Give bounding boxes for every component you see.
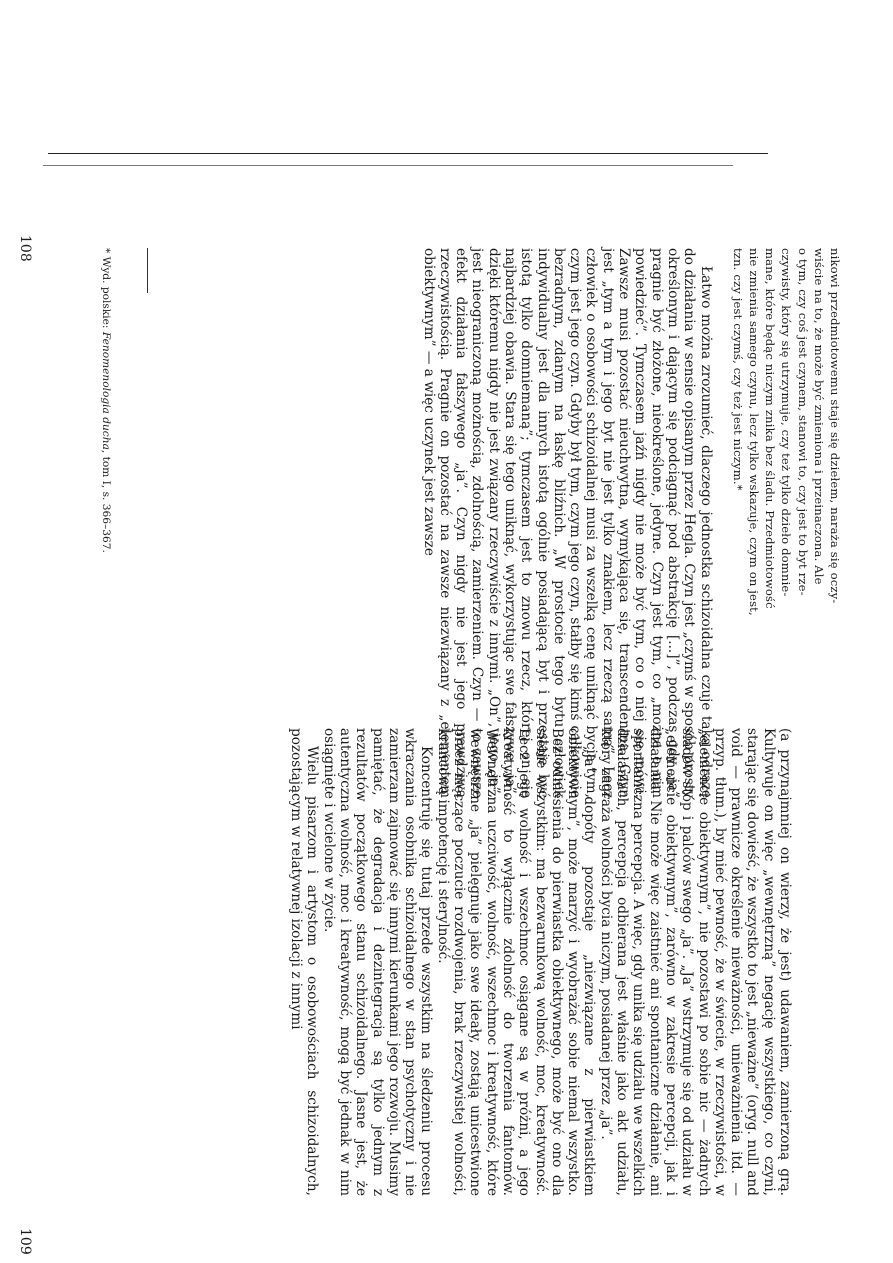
gutter-shadow [43,165,733,166]
quote-line: o tym, czy coś jest czynem, stanowi to, czy jest to byt rze- [795,248,810,596]
paragraph: „Ja” dopóty pozostaje „niezwiązane z pierwiastkiem obiektywnym”, może marzyć i wyobrażać sobie niemal wszystko. Bez odniesienia do pierwiastka obiektywnego, może być ono dla siebie wszystkim: ma bezwarunkową wolność, moc, kreatywność. Lecz jego wolność i wszechmoc osiągane są w próżni, a jego kreatywność to wyłącznie zdolność do tworzenia fantomów. Wewnętrzna uczciwość, wolność, wszechmoc i kreatywność, które wewnętrzne „ja” pielęgnuje jako swe ideały, zostają unicestwione przez męczące poczucie rozdwojenia, brak rzeczywistej wolności, krańcową impotencję i sterylność. [434,728,598,1196]
footnote-rule [147,248,148,293]
paragraph: (a przynajmniej on wierzy, że jest) udawaniem, zamierzoną grą. Kultywuje on więc „wewnętrzną” negację wszystkiego, co czyni, starając się dowieść, że wszystko to jest „nieważne” (oryg. null and void — prawnicze określenie nieważności, unieważnienia itd. — przyp. tłum.), by mieć pewność, że w świecie, w rzeczywistości, w „elemencie obiektywnym”, nie pozostawi po sobie nic — żadnych śladów stóp i palców swego „ja”. „Ja” wstrzymuje się od udziału w „elemencie obiektywnym”, zarówno w zakresie percepcji, jak i działania. Nie może więc zaistnieć ani spontaniczne działanie, ani spontaniczna percepcja. A więc, gdy unika się udziału we wszelkich działaniach, percepcja odbierana jest właśnie jako akt udziału, który zagraża wolności bycia niczym, posiadanej przez „ja”. [597,728,793,1196]
quote-line: mane, które będąc niczym znika bez śladu. Przedmiotowość [763,248,778,609]
footnote-marker: * [100,248,112,254]
gutter-line [48,153,768,154]
left-page-column [420,248,843,798]
left-body-text [420,248,713,798]
quote-line: nikowi przedmiotowemu staje się dziełem, naraża się oczy- [828,248,842,604]
page-number-right: 109 [17,1228,33,1255]
page-number-left: 108 [17,235,33,262]
paragraph: Łatwo można zrozumieć, dlaczego jednostka schizoidalna czuje taką odrazę do działania w sensie opisanym przez Hegla. Czyn jest „czymś w sposób prosty określonym i dającym się podciągnąć pod abstrakcję [...]”, podczas gdy „ja” pragnie być złożone, nieokreślone, jedyne. Czyn jest tym, co „można o nim powiedzieć”. Tymczasem jaźń nigdy nie może być tym, co o niej się mówi. Zawsze musi pozostać nieuchwytna, wymykająca się, transcendentna. Czyn jest „tym a tym i jego byt nie jest tylko znakiem, lecz rzeczą samą”. Lecz człowiek o osobowości schizoidalnej musi za wszelką cenę uniknąć bycia tym, czym jest jego czyn. Gdyby był tym, czym jego czyn, stałby się kimś całkowicie bezradnym, zdanym na łaskę bliźnich. „W prostocie tego bytu człowiek indywidualny jest dla innych istotą ogólnie posiadającą byt i przestaje być istotą tylko domniemaną”; tymczasem jest to znowu rzecz, której on się najbardziej obawia. Stara się tego uniknąć, wykorzystując swe fałszywe „ja”, dzięki któremu nigdy nie jest związany rzeczywiście z innymi. „On”, jego „ja”, jest nieograniczoną możnością, zdolnością, zamierzeniem. Czyn — to zawsze efekt działania fałszywego „ja”. Czyn nigdy nie jest jego prawdziwą rzeczywistością. Pragnie on pozostać na zawsze niezwiązany z „elementem obiektywnym” — a więc uczynek jest zawsze [420,248,714,798]
right-body-text [288,728,793,1196]
footnote-tail: , tom I, s. 366–367. [100,449,112,553]
hegel-quote-continuation [730,248,843,798]
quote-line: czywisty, który się utrzymuje, czy też tylko dzieło domnie- [779,248,794,597]
footnote [99,248,113,648]
footnote-title: Fenomenologia ducha [100,331,112,450]
paragraph: Wielu pisarzom i artystom o osobowościach schizoidalnych, pozostającym w relatywnej izolacji z innymi [288,728,321,1196]
quote-line: wiście na to, że może być zmieniona i przeinaczona. Ale [811,248,826,585]
quote-line: tzn. czy jest czymś, czy też jest niczym.* [730,248,745,491]
paragraph: Koncentruję się tutaj przede wszystkim na śledzeniu procesu wkraczania osobnika schizoidalnego w stan psychotyczny i nie zamierzam zajmować się innymi kierunkami jego rozwoju. Musimy pamiętać, że degradacja i dezintegracja są tylko jednym z rezultatów początkowego stanu schizoidalnego. Jasne jest, że autentyczna wolność, moc i kreatywność, mogą być jednak w nim osiągnięte i wcielone w życie. [320,728,435,1196]
right-page-column [288,728,793,1196]
quote-line: nie zmienia samego czynu, lecz tylko wskazuje, czym on jest, [746,248,761,616]
footnote-text: Wyd. polskie: [100,256,112,332]
